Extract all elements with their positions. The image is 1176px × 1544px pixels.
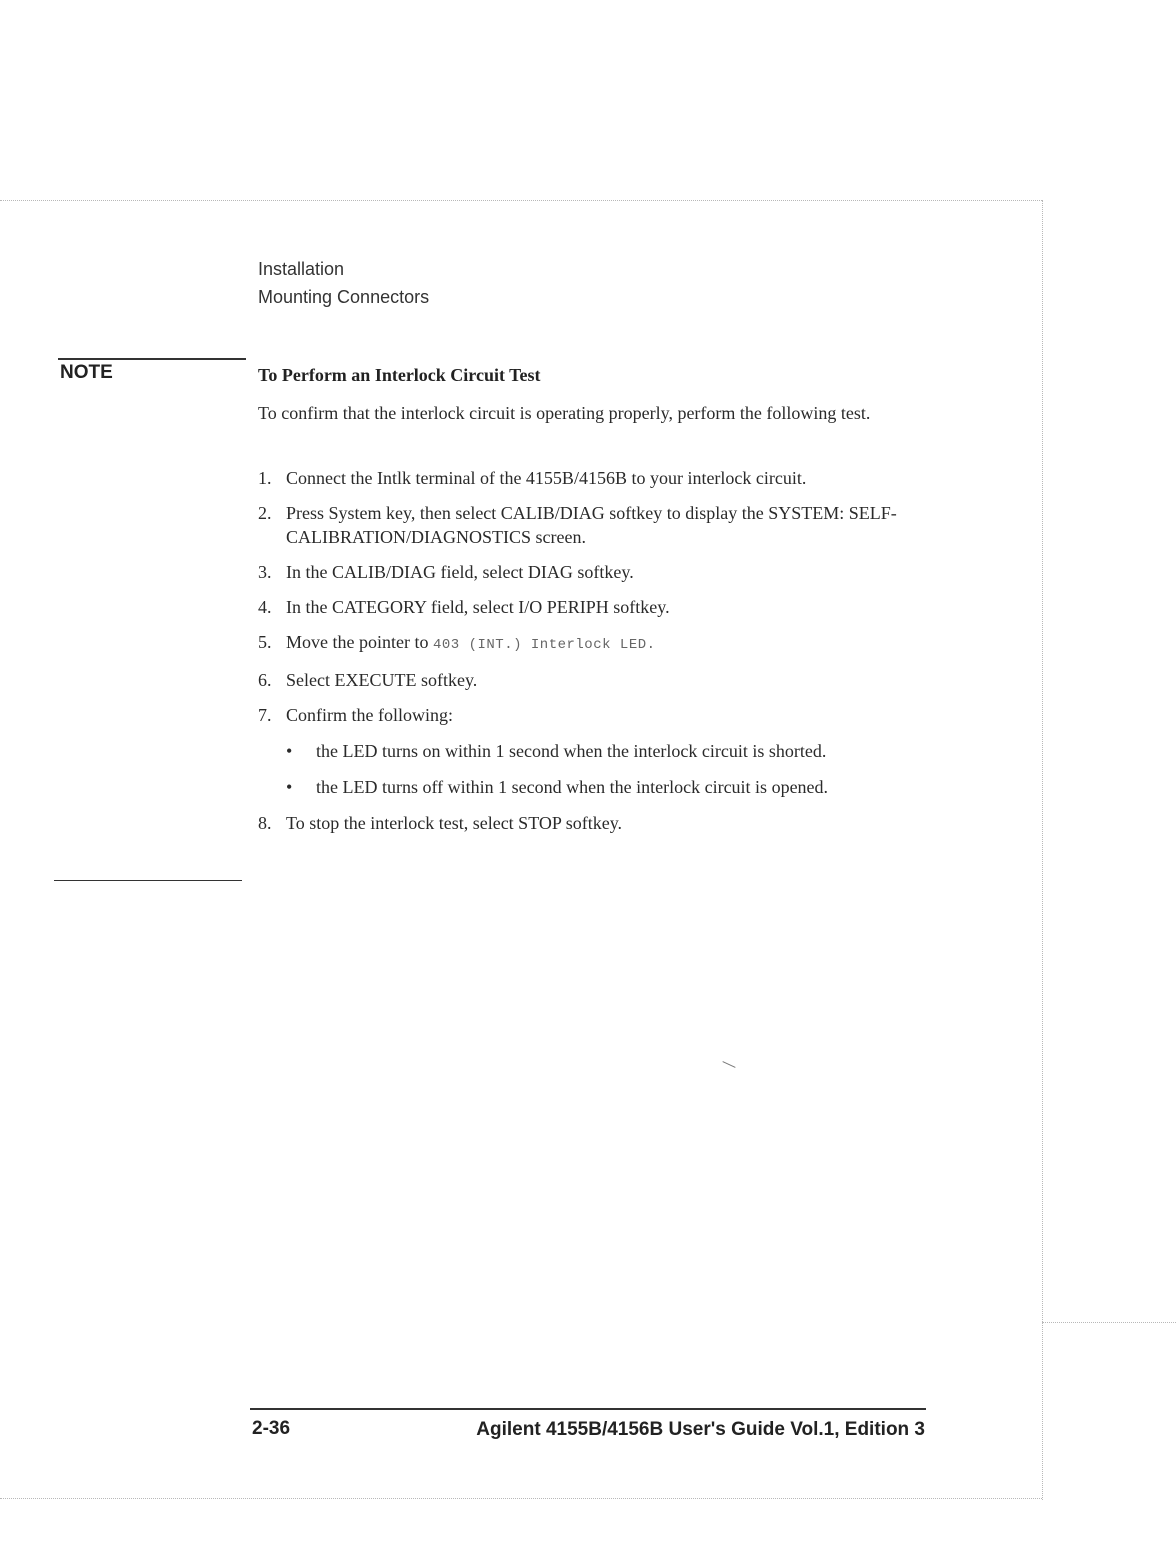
- step-text: Select EXECUTE softkey.: [286, 670, 478, 690]
- page-number: 2-36: [252, 1418, 291, 1439]
- scan-border-bottom: [0, 1498, 1042, 1499]
- scan-border-right-notch: [1042, 1322, 1176, 1323]
- step-item: [258, 560, 918, 584]
- note-label: NOTE: [60, 362, 113, 383]
- step-number: 1.: [258, 468, 272, 488]
- step-item: [258, 703, 918, 799]
- step-list: [258, 466, 918, 846]
- note-top-rule: [58, 358, 246, 360]
- bullet-item: [286, 739, 918, 763]
- scan-mark: [722, 1061, 735, 1068]
- step-text: Move the pointer to: [286, 632, 429, 652]
- note-title: To Perform an Interlock Circuit Test: [258, 365, 541, 385]
- step-code: 403 (INT.) Interlock LED.: [432, 637, 656, 653]
- note-intro: To confirm that the interlock circuit is operating properly, perform the following test.: [258, 403, 871, 423]
- bullet-text: the LED turns off within 1 second when the interlock circuit is opened.: [316, 777, 829, 797]
- note-bottom-rule: [54, 880, 242, 881]
- step-item: [258, 668, 918, 692]
- step-number: 6.: [258, 670, 272, 690]
- step-number: 5.: [258, 632, 272, 652]
- step-number: 4.: [258, 597, 272, 617]
- bullet-marker: •: [286, 741, 293, 761]
- footer-title: Agilent 4155B/4156B User's Guide Vol.1, Edition 3: [476, 1419, 925, 1440]
- step-item: [258, 595, 918, 619]
- scan-border-top: [0, 200, 1042, 201]
- step-number: 3.: [258, 562, 272, 582]
- bullet-item: [286, 775, 918, 799]
- step-number: 2.: [258, 503, 272, 523]
- step-item: [258, 501, 918, 549]
- step-text: In the CATEGORY field, select I/O PERIPH softkey.: [286, 597, 670, 617]
- footer-rule: [250, 1408, 926, 1410]
- header-section: Installation: [258, 259, 345, 279]
- step-item: [258, 811, 918, 835]
- step-text: Connect the Intlk terminal of the 4155B/4156B to your interlock circuit.: [286, 468, 807, 488]
- step-text: Press System key, then select CALIB/DIAG softkey to display the SYSTEM: SELF-CALIBRATION/DIAGNOSTICS screen.: [286, 503, 897, 547]
- header-subsection: Mounting Connectors: [258, 287, 430, 307]
- scan-border-right: [1042, 200, 1043, 1500]
- bullet-list: [286, 739, 918, 799]
- step-text: To stop the interlock test, select STOP softkey.: [286, 813, 623, 833]
- bullet-text: the LED turns on within 1 second when the interlock circuit is shorted.: [316, 741, 827, 761]
- step-number: 8.: [258, 813, 272, 833]
- bullet-marker: •: [286, 777, 293, 797]
- step-text: Confirm the following:: [286, 705, 453, 725]
- step-number: 7.: [258, 705, 272, 725]
- step-item: [258, 466, 918, 490]
- step-text: In the CALIB/DIAG field, select DIAG softkey.: [286, 562, 634, 582]
- step-item: [258, 630, 918, 657]
